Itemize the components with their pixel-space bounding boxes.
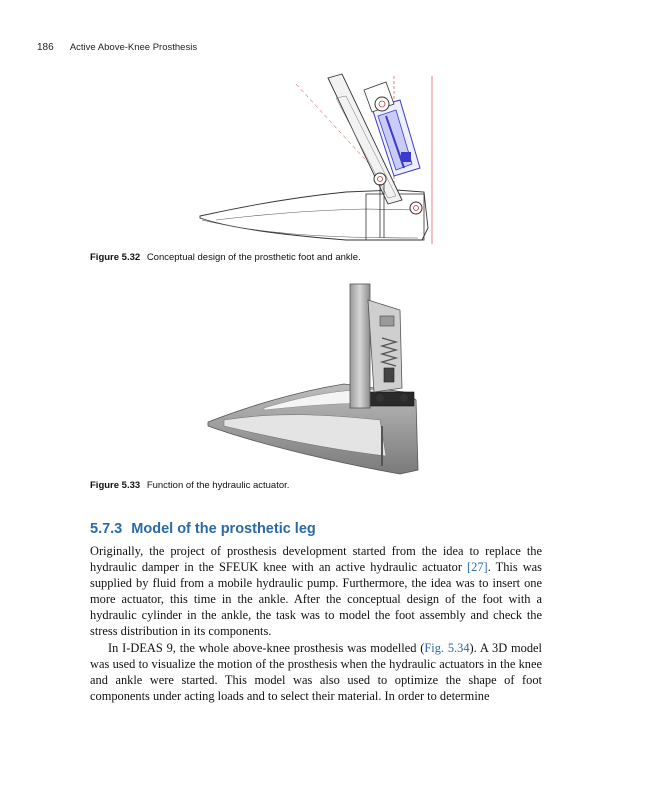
figure-caption (90, 252, 361, 263)
figure-reference-link[interactable]: Fig. 5.34 (424, 640, 470, 655)
figure-label: Figure 5.32 (90, 252, 141, 263)
figure-caption-text: Function of the hydraulic actuator. (146, 480, 290, 491)
paragraph: Originally, the project of prosthesis development started from the idea to replace the hydraulic damper in the SFEUK knee with an active hydraulic actuator [27]. This was supplied by fluid from a mobile hydraulic pump. Furthermore, the idea was to insert one more actuator, this time in the ankle. After the conceptual design of the foot with a hydraulic cylinder in the ankle, the task was to model the foot assembly and check the stress distribution in its components. (90, 544, 542, 639)
figure-caption (90, 480, 289, 491)
figure-caption-text: Conceptual design of the prosthetic foot and ankle. (146, 252, 361, 263)
foot-ankle-cad-drawing (196, 68, 436, 246)
page-number: 186 (37, 42, 54, 53)
section-title: Model of the prosthetic leg (131, 521, 316, 537)
section-number: 5.7.3 (90, 521, 123, 537)
citation-link[interactable]: [27] (467, 560, 488, 575)
figure-label: Figure 5.33 (90, 480, 141, 491)
hydraulic-actuator-render (204, 280, 434, 476)
ankle-joint (376, 394, 384, 402)
actuator-piston (401, 152, 411, 162)
body-text (90, 543, 542, 704)
paragraph: In I-DEAS 9, the whole above-knee prosthesis was modelled (Fig. 5.34). A 3D model was used to visualize the motion of the prosthesis when the hydraulic actuators in the knee and ankle were started. This model was also used to optimize the shape of foot components under acting loads and to select their material. In order to determine (90, 640, 542, 703)
ankle-joint (400, 394, 408, 402)
running-title: Active Above-Knee Prosthesis (69, 42, 198, 53)
running-header (37, 42, 197, 53)
actuator-piston (384, 368, 394, 382)
section-heading (90, 521, 316, 537)
pylon (350, 284, 370, 408)
